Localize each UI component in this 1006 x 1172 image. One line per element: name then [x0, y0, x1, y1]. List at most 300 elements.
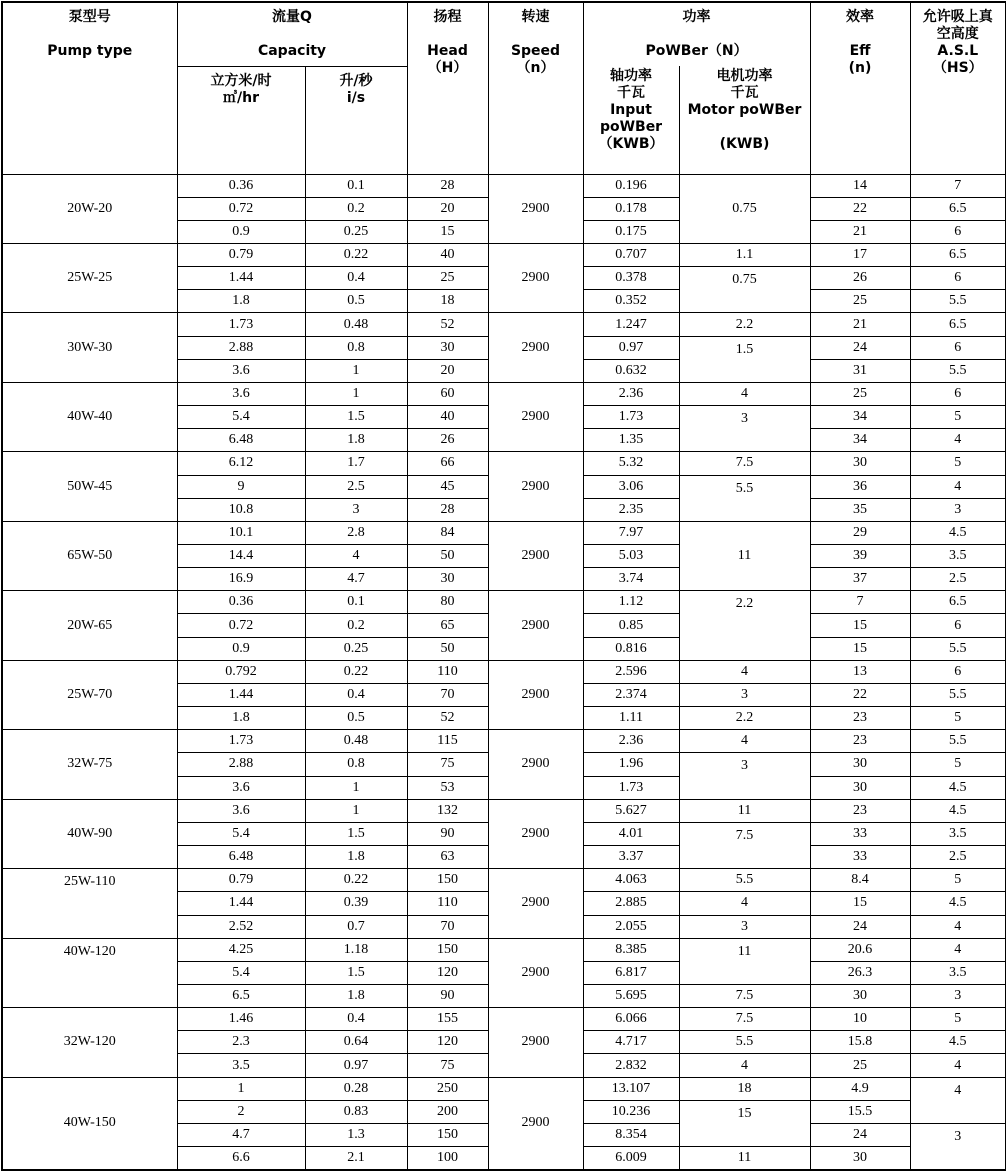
pump-type-cell: 65W-50 [2, 521, 177, 590]
capacity-m3-cell: 2 [177, 1100, 305, 1123]
capacity-m3-cell: 3.5 [177, 1054, 305, 1077]
motor-power-cell: 5.5 [679, 475, 810, 521]
head-cell: 110 [407, 660, 488, 683]
hs-cell: 4 [910, 915, 1006, 938]
shaft-power-cell: 0.816 [583, 637, 679, 660]
hs-cell: 3.5 [910, 822, 1006, 845]
capacity-m3-cell: 0.79 [177, 869, 305, 892]
eff-cell: 25 [810, 1054, 910, 1077]
eff-cell: 14 [810, 174, 910, 197]
head-cell: 100 [407, 1147, 488, 1170]
table-row [2, 382, 1006, 405]
eff-cell: 26.3 [810, 961, 910, 984]
hs-cell: 4.5 [910, 799, 1006, 822]
eff-cell: 30 [810, 753, 910, 776]
capacity-ls-cell: 0.7 [305, 915, 407, 938]
hs-cell: 4.5 [910, 521, 1006, 544]
capacity-m3-cell: 0.72 [177, 614, 305, 637]
header-speed: 转速 Speed （n） [488, 2, 583, 174]
header-motor-power: 电机功率 千瓦 Motor poWBer (KWB) [679, 66, 810, 174]
capacity-m3-cell: 0.792 [177, 660, 305, 683]
shaft-power-cell: 5.32 [583, 452, 679, 475]
capacity-ls-cell: 0.2 [305, 197, 407, 220]
capacity-m3-cell: 2.88 [177, 336, 305, 359]
shaft-power-cell: 4.01 [583, 822, 679, 845]
capacity-m3-cell: 0.79 [177, 243, 305, 266]
motor-power-cell: 4 [679, 382, 810, 405]
capacity-ls-cell: 0.25 [305, 637, 407, 660]
capacity-m3-cell: 1.44 [177, 683, 305, 706]
hs-cell: 3 [910, 984, 1006, 1007]
shaft-power-cell: 7.97 [583, 521, 679, 544]
capacity-m3-cell: 6.48 [177, 846, 305, 869]
head-cell: 63 [407, 846, 488, 869]
table-row [2, 452, 1006, 475]
capacity-ls-cell: 0.1 [305, 591, 407, 614]
shaft-power-cell: 1.247 [583, 313, 679, 336]
speed-cell: 2900 [488, 938, 583, 1007]
shaft-power-cell: 0.175 [583, 220, 679, 243]
hs-cell: 5.5 [910, 359, 1006, 382]
speed-cell: 2900 [488, 174, 583, 243]
hs-cell: 6 [910, 267, 1006, 290]
header-capacity-ls: 升/秒 i/s [305, 66, 407, 174]
motor-power-cell: 2.2 [679, 313, 810, 336]
pump-type-cell: 20W-20 [2, 174, 177, 243]
head-cell: 90 [407, 984, 488, 1007]
shaft-power-cell: 0.196 [583, 174, 679, 197]
capacity-ls-cell: 0.1 [305, 174, 407, 197]
head-cell: 150 [407, 869, 488, 892]
head-cell: 20 [407, 197, 488, 220]
head-cell: 70 [407, 915, 488, 938]
speed-cell: 2900 [488, 1077, 583, 1170]
head-cell: 40 [407, 406, 488, 429]
capacity-m3-cell: 10.8 [177, 498, 305, 521]
table-row [2, 799, 1006, 822]
capacity-ls-cell: 1.7 [305, 452, 407, 475]
eff-cell: 21 [810, 313, 910, 336]
motor-power-cell: 11 [679, 938, 810, 984]
eff-cell: 33 [810, 846, 910, 869]
eff-cell: 23 [810, 799, 910, 822]
speed-cell: 2900 [488, 313, 583, 382]
motor-power-cell: 7.5 [679, 984, 810, 1007]
shaft-power-cell: 5.695 [583, 984, 679, 1007]
capacity-ls-cell: 0.8 [305, 753, 407, 776]
head-cell: 155 [407, 1008, 488, 1031]
capacity-m3-cell: 2.3 [177, 1031, 305, 1054]
hs-cell: 5.5 [910, 730, 1006, 753]
hs-cell: 4 [910, 429, 1006, 452]
capacity-ls-cell: 0.8 [305, 336, 407, 359]
capacity-m3-cell: 3.6 [177, 776, 305, 799]
capacity-ls-cell: 0.5 [305, 290, 407, 313]
capacity-m3-cell: 2.52 [177, 915, 305, 938]
hs-cell: 5.5 [910, 290, 1006, 313]
head-cell: 90 [407, 822, 488, 845]
shaft-power-cell: 0.85 [583, 614, 679, 637]
capacity-m3-cell: 3.6 [177, 382, 305, 405]
eff-cell: 39 [810, 545, 910, 568]
capacity-ls-cell: 2.1 [305, 1147, 407, 1170]
eff-cell: 22 [810, 197, 910, 220]
head-cell: 25 [407, 267, 488, 290]
shaft-power-cell: 0.632 [583, 359, 679, 382]
capacity-m3-cell: 4.25 [177, 938, 305, 961]
eff-cell: 37 [810, 568, 910, 591]
shaft-power-cell: 4.717 [583, 1031, 679, 1054]
table-row [2, 1008, 1006, 1031]
pump-type-cell: 40W-90 [2, 799, 177, 868]
eff-cell: 4.9 [810, 1077, 910, 1100]
hs-cell: 4 [910, 1054, 1006, 1077]
capacity-m3-cell: 1 [177, 1077, 305, 1100]
head-cell: 66 [407, 452, 488, 475]
capacity-ls-cell: 0.2 [305, 614, 407, 637]
head-cell: 52 [407, 707, 488, 730]
pump-type-cell: 25W-25 [2, 243, 177, 312]
hs-cell: 3.5 [910, 545, 1006, 568]
hs-cell: 6.5 [910, 591, 1006, 614]
hs-cell: 6.5 [910, 313, 1006, 336]
motor-power-cell: 2.2 [679, 591, 810, 660]
eff-cell: 17 [810, 243, 910, 266]
motor-power-cell: 2.2 [679, 707, 810, 730]
motor-power-cell: 11 [679, 799, 810, 822]
speed-cell: 2900 [488, 452, 583, 521]
speed-cell: 2900 [488, 1008, 583, 1077]
capacity-m3-cell: 3.6 [177, 359, 305, 382]
hs-cell: 5.5 [910, 683, 1006, 706]
hs-cell: 5 [910, 1008, 1006, 1031]
eff-cell: 34 [810, 429, 910, 452]
eff-cell: 34 [810, 406, 910, 429]
shaft-power-cell: 3.06 [583, 475, 679, 498]
table-row [2, 660, 1006, 683]
motor-power-cell: 7.5 [679, 1008, 810, 1031]
head-cell: 75 [407, 1054, 488, 1077]
capacity-m3-cell: 16.9 [177, 568, 305, 591]
header-pump-type: 泵型号 Pump type [2, 2, 177, 174]
capacity-m3-cell: 10.1 [177, 521, 305, 544]
header-capacity-m3: 立方米/时 ㎥/hr [177, 66, 305, 174]
eff-cell: 15 [810, 637, 910, 660]
capacity-m3-cell: 5.4 [177, 822, 305, 845]
eff-cell: 25 [810, 290, 910, 313]
motor-power-cell: 7.5 [679, 452, 810, 475]
shaft-power-cell: 6.066 [583, 1008, 679, 1031]
capacity-ls-cell: 1.3 [305, 1123, 407, 1146]
capacity-m3-cell: 6.48 [177, 429, 305, 452]
eff-cell: 8.4 [810, 869, 910, 892]
capacity-ls-cell: 1 [305, 776, 407, 799]
eff-cell: 26 [810, 267, 910, 290]
head-cell: 115 [407, 730, 488, 753]
motor-power-cell: 0.75 [679, 174, 810, 243]
head-cell: 30 [407, 568, 488, 591]
pump-type-cell: 50W-45 [2, 452, 177, 521]
capacity-ls-cell: 0.83 [305, 1100, 407, 1123]
eff-cell: 24 [810, 915, 910, 938]
capacity-ls-cell: 1.8 [305, 429, 407, 452]
speed-cell: 2900 [488, 660, 583, 729]
shaft-power-cell: 2.36 [583, 730, 679, 753]
head-cell: 120 [407, 961, 488, 984]
pump-type-cell: 25W-70 [2, 660, 177, 729]
capacity-ls-cell: 0.64 [305, 1031, 407, 1054]
capacity-ls-cell: 0.22 [305, 660, 407, 683]
header-power: 功率 PoWBer（N） [583, 2, 810, 66]
capacity-m3-cell: 1.44 [177, 267, 305, 290]
motor-power-cell: 3 [679, 753, 810, 799]
capacity-ls-cell: 0.97 [305, 1054, 407, 1077]
head-cell: 40 [407, 243, 488, 266]
eff-cell: 30 [810, 1147, 910, 1170]
eff-cell: 24 [810, 336, 910, 359]
hs-cell: 5 [910, 753, 1006, 776]
capacity-m3-cell: 0.9 [177, 220, 305, 243]
speed-cell: 2900 [488, 382, 583, 451]
hs-cell: 2.5 [910, 846, 1006, 869]
motor-power-cell: 11 [679, 1147, 810, 1170]
head-cell: 45 [407, 475, 488, 498]
hs-cell: 5 [910, 707, 1006, 730]
eff-cell: 7 [810, 591, 910, 614]
hs-cell: 5 [910, 406, 1006, 429]
head-cell: 28 [407, 498, 488, 521]
capacity-m3-cell: 6.6 [177, 1147, 305, 1170]
capacity-m3-cell: 1.8 [177, 707, 305, 730]
shaft-power-cell: 6.817 [583, 961, 679, 984]
shaft-power-cell: 0.378 [583, 267, 679, 290]
head-cell: 53 [407, 776, 488, 799]
motor-power-cell: 7.5 [679, 822, 810, 868]
hs-cell: 6 [910, 220, 1006, 243]
speed-cell: 2900 [488, 521, 583, 590]
capacity-ls-cell: 0.22 [305, 869, 407, 892]
shaft-power-cell: 2.35 [583, 498, 679, 521]
capacity-m3-cell: 1.73 [177, 313, 305, 336]
head-cell: 70 [407, 683, 488, 706]
hs-cell: 5 [910, 869, 1006, 892]
shaft-power-cell: 1.12 [583, 591, 679, 614]
eff-cell: 15.8 [810, 1031, 910, 1054]
head-cell: 50 [407, 545, 488, 568]
capacity-ls-cell: 0.48 [305, 730, 407, 753]
capacity-ls-cell: 1.18 [305, 938, 407, 961]
head-cell: 250 [407, 1077, 488, 1100]
hs-cell: 3 [910, 498, 1006, 521]
hs-cell: 3 [910, 1123, 1006, 1170]
head-cell: 120 [407, 1031, 488, 1054]
capacity-ls-cell: 2.5 [305, 475, 407, 498]
hs-cell: 4 [910, 938, 1006, 961]
motor-power-cell: 3 [679, 683, 810, 706]
shaft-power-cell: 8.354 [583, 1123, 679, 1146]
pump-type-cell: 40W-150 [2, 1077, 177, 1170]
eff-cell: 15 [810, 614, 910, 637]
table-row [2, 938, 1006, 961]
eff-cell: 29 [810, 521, 910, 544]
table-row [2, 521, 1006, 544]
shaft-power-cell: 0.178 [583, 197, 679, 220]
capacity-m3-cell: 1.73 [177, 730, 305, 753]
head-cell: 60 [407, 382, 488, 405]
speed-cell: 2900 [488, 243, 583, 312]
capacity-m3-cell: 0.9 [177, 637, 305, 660]
shaft-power-cell: 0.352 [583, 290, 679, 313]
table-row [2, 313, 1006, 336]
capacity-m3-cell: 6.5 [177, 984, 305, 1007]
head-cell: 65 [407, 614, 488, 637]
header-eff: 效率 Eff (n) [810, 2, 910, 174]
pump-type-cell: 25W-110 [2, 869, 177, 938]
capacity-ls-cell: 0.4 [305, 1008, 407, 1031]
capacity-m3-cell: 0.36 [177, 174, 305, 197]
head-cell: 20 [407, 359, 488, 382]
shaft-power-cell: 1.73 [583, 406, 679, 429]
motor-power-cell: 3 [679, 406, 810, 452]
shaft-power-cell: 1.73 [583, 776, 679, 799]
capacity-ls-cell: 4 [305, 545, 407, 568]
head-cell: 30 [407, 336, 488, 359]
capacity-ls-cell: 1 [305, 799, 407, 822]
shaft-power-cell: 3.37 [583, 846, 679, 869]
motor-power-cell: 4 [679, 892, 810, 915]
table-row [2, 591, 1006, 614]
header-hs: 允许吸上真 空高度 A.S.L （HS） [910, 2, 1006, 174]
shaft-power-cell: 2.055 [583, 915, 679, 938]
motor-power-cell: 1.5 [679, 336, 810, 382]
table-row [2, 243, 1006, 266]
shaft-power-cell: 3.74 [583, 568, 679, 591]
motor-power-cell: 1.1 [679, 243, 810, 266]
table-header [2, 2, 1006, 174]
head-cell: 75 [407, 753, 488, 776]
head-cell: 110 [407, 892, 488, 915]
hs-cell: 4 [910, 475, 1006, 498]
hs-cell: 6 [910, 336, 1006, 359]
shaft-power-cell: 8.385 [583, 938, 679, 961]
capacity-m3-cell: 0.36 [177, 591, 305, 614]
capacity-ls-cell: 0.25 [305, 220, 407, 243]
eff-cell: 30 [810, 984, 910, 1007]
head-cell: 50 [407, 637, 488, 660]
eff-cell: 30 [810, 452, 910, 475]
speed-cell: 2900 [488, 799, 583, 868]
eff-cell: 21 [810, 220, 910, 243]
capacity-ls-cell: 3 [305, 498, 407, 521]
hs-cell: 6 [910, 382, 1006, 405]
capacity-ls-cell: 0.22 [305, 243, 407, 266]
header-head: 扬程 Head （H） [407, 2, 488, 174]
head-cell: 52 [407, 313, 488, 336]
capacity-m3-cell: 1.8 [177, 290, 305, 313]
hs-cell: 4.5 [910, 776, 1006, 799]
eff-cell: 31 [810, 359, 910, 382]
hs-cell: 4 [910, 1077, 1006, 1123]
capacity-m3-cell: 1.44 [177, 892, 305, 915]
hs-cell: 6.5 [910, 243, 1006, 266]
motor-power-cell: 5.5 [679, 869, 810, 892]
shaft-power-cell: 5.03 [583, 545, 679, 568]
eff-cell: 30 [810, 776, 910, 799]
speed-cell: 2900 [488, 869, 583, 938]
pump-type-cell: 20W-65 [2, 591, 177, 660]
motor-power-cell: 0.75 [679, 267, 810, 313]
eff-cell: 33 [810, 822, 910, 845]
hs-cell: 2.5 [910, 568, 1006, 591]
eff-cell: 15.5 [810, 1100, 910, 1123]
speed-cell: 2900 [488, 591, 583, 660]
capacity-ls-cell: 0.39 [305, 892, 407, 915]
head-cell: 150 [407, 1123, 488, 1146]
shaft-power-cell: 1.11 [583, 707, 679, 730]
motor-power-cell: 3 [679, 915, 810, 938]
shaft-power-cell: 13.107 [583, 1077, 679, 1100]
capacity-ls-cell: 4.7 [305, 568, 407, 591]
head-cell: 15 [407, 220, 488, 243]
pump-type-cell: 30W-30 [2, 313, 177, 382]
shaft-power-cell: 10.236 [583, 1100, 679, 1123]
motor-power-cell: 4 [679, 1054, 810, 1077]
table-row [2, 869, 1006, 892]
capacity-m3-cell: 3.6 [177, 799, 305, 822]
capacity-ls-cell: 1.8 [305, 984, 407, 1007]
capacity-ls-cell: 0.4 [305, 267, 407, 290]
eff-cell: 20.6 [810, 938, 910, 961]
shaft-power-cell: 0.707 [583, 243, 679, 266]
pump-type-cell: 32W-120 [2, 1008, 177, 1077]
head-cell: 80 [407, 591, 488, 614]
capacity-ls-cell: 0.48 [305, 313, 407, 336]
capacity-ls-cell: 1 [305, 382, 407, 405]
shaft-power-cell: 0.97 [583, 336, 679, 359]
eff-cell: 13 [810, 660, 910, 683]
capacity-m3-cell: 14.4 [177, 545, 305, 568]
hs-cell: 6.5 [910, 197, 1006, 220]
eff-cell: 22 [810, 683, 910, 706]
shaft-power-cell: 1.35 [583, 429, 679, 452]
eff-cell: 10 [810, 1008, 910, 1031]
hs-cell: 5 [910, 452, 1006, 475]
header-capacity: 流量Q Capacity [177, 2, 407, 66]
head-cell: 28 [407, 174, 488, 197]
eff-cell: 23 [810, 730, 910, 753]
eff-cell: 24 [810, 1123, 910, 1146]
shaft-power-cell: 1.96 [583, 753, 679, 776]
hs-cell: 4.5 [910, 892, 1006, 915]
head-cell: 132 [407, 799, 488, 822]
shaft-power-cell: 2.596 [583, 660, 679, 683]
eff-cell: 23 [810, 707, 910, 730]
hs-cell: 6 [910, 614, 1006, 637]
head-cell: 84 [407, 521, 488, 544]
shaft-power-cell: 2.885 [583, 892, 679, 915]
motor-power-cell: 4 [679, 730, 810, 753]
eff-cell: 15 [810, 892, 910, 915]
pump-type-cell: 40W-40 [2, 382, 177, 451]
head-cell: 18 [407, 290, 488, 313]
capacity-m3-cell: 9 [177, 475, 305, 498]
shaft-power-cell: 6.009 [583, 1147, 679, 1170]
capacity-ls-cell: 1.5 [305, 406, 407, 429]
table-row [2, 1077, 1006, 1100]
motor-power-cell: 11 [679, 521, 810, 590]
hs-cell: 6 [910, 660, 1006, 683]
pump-type-cell: 40W-120 [2, 938, 177, 1007]
